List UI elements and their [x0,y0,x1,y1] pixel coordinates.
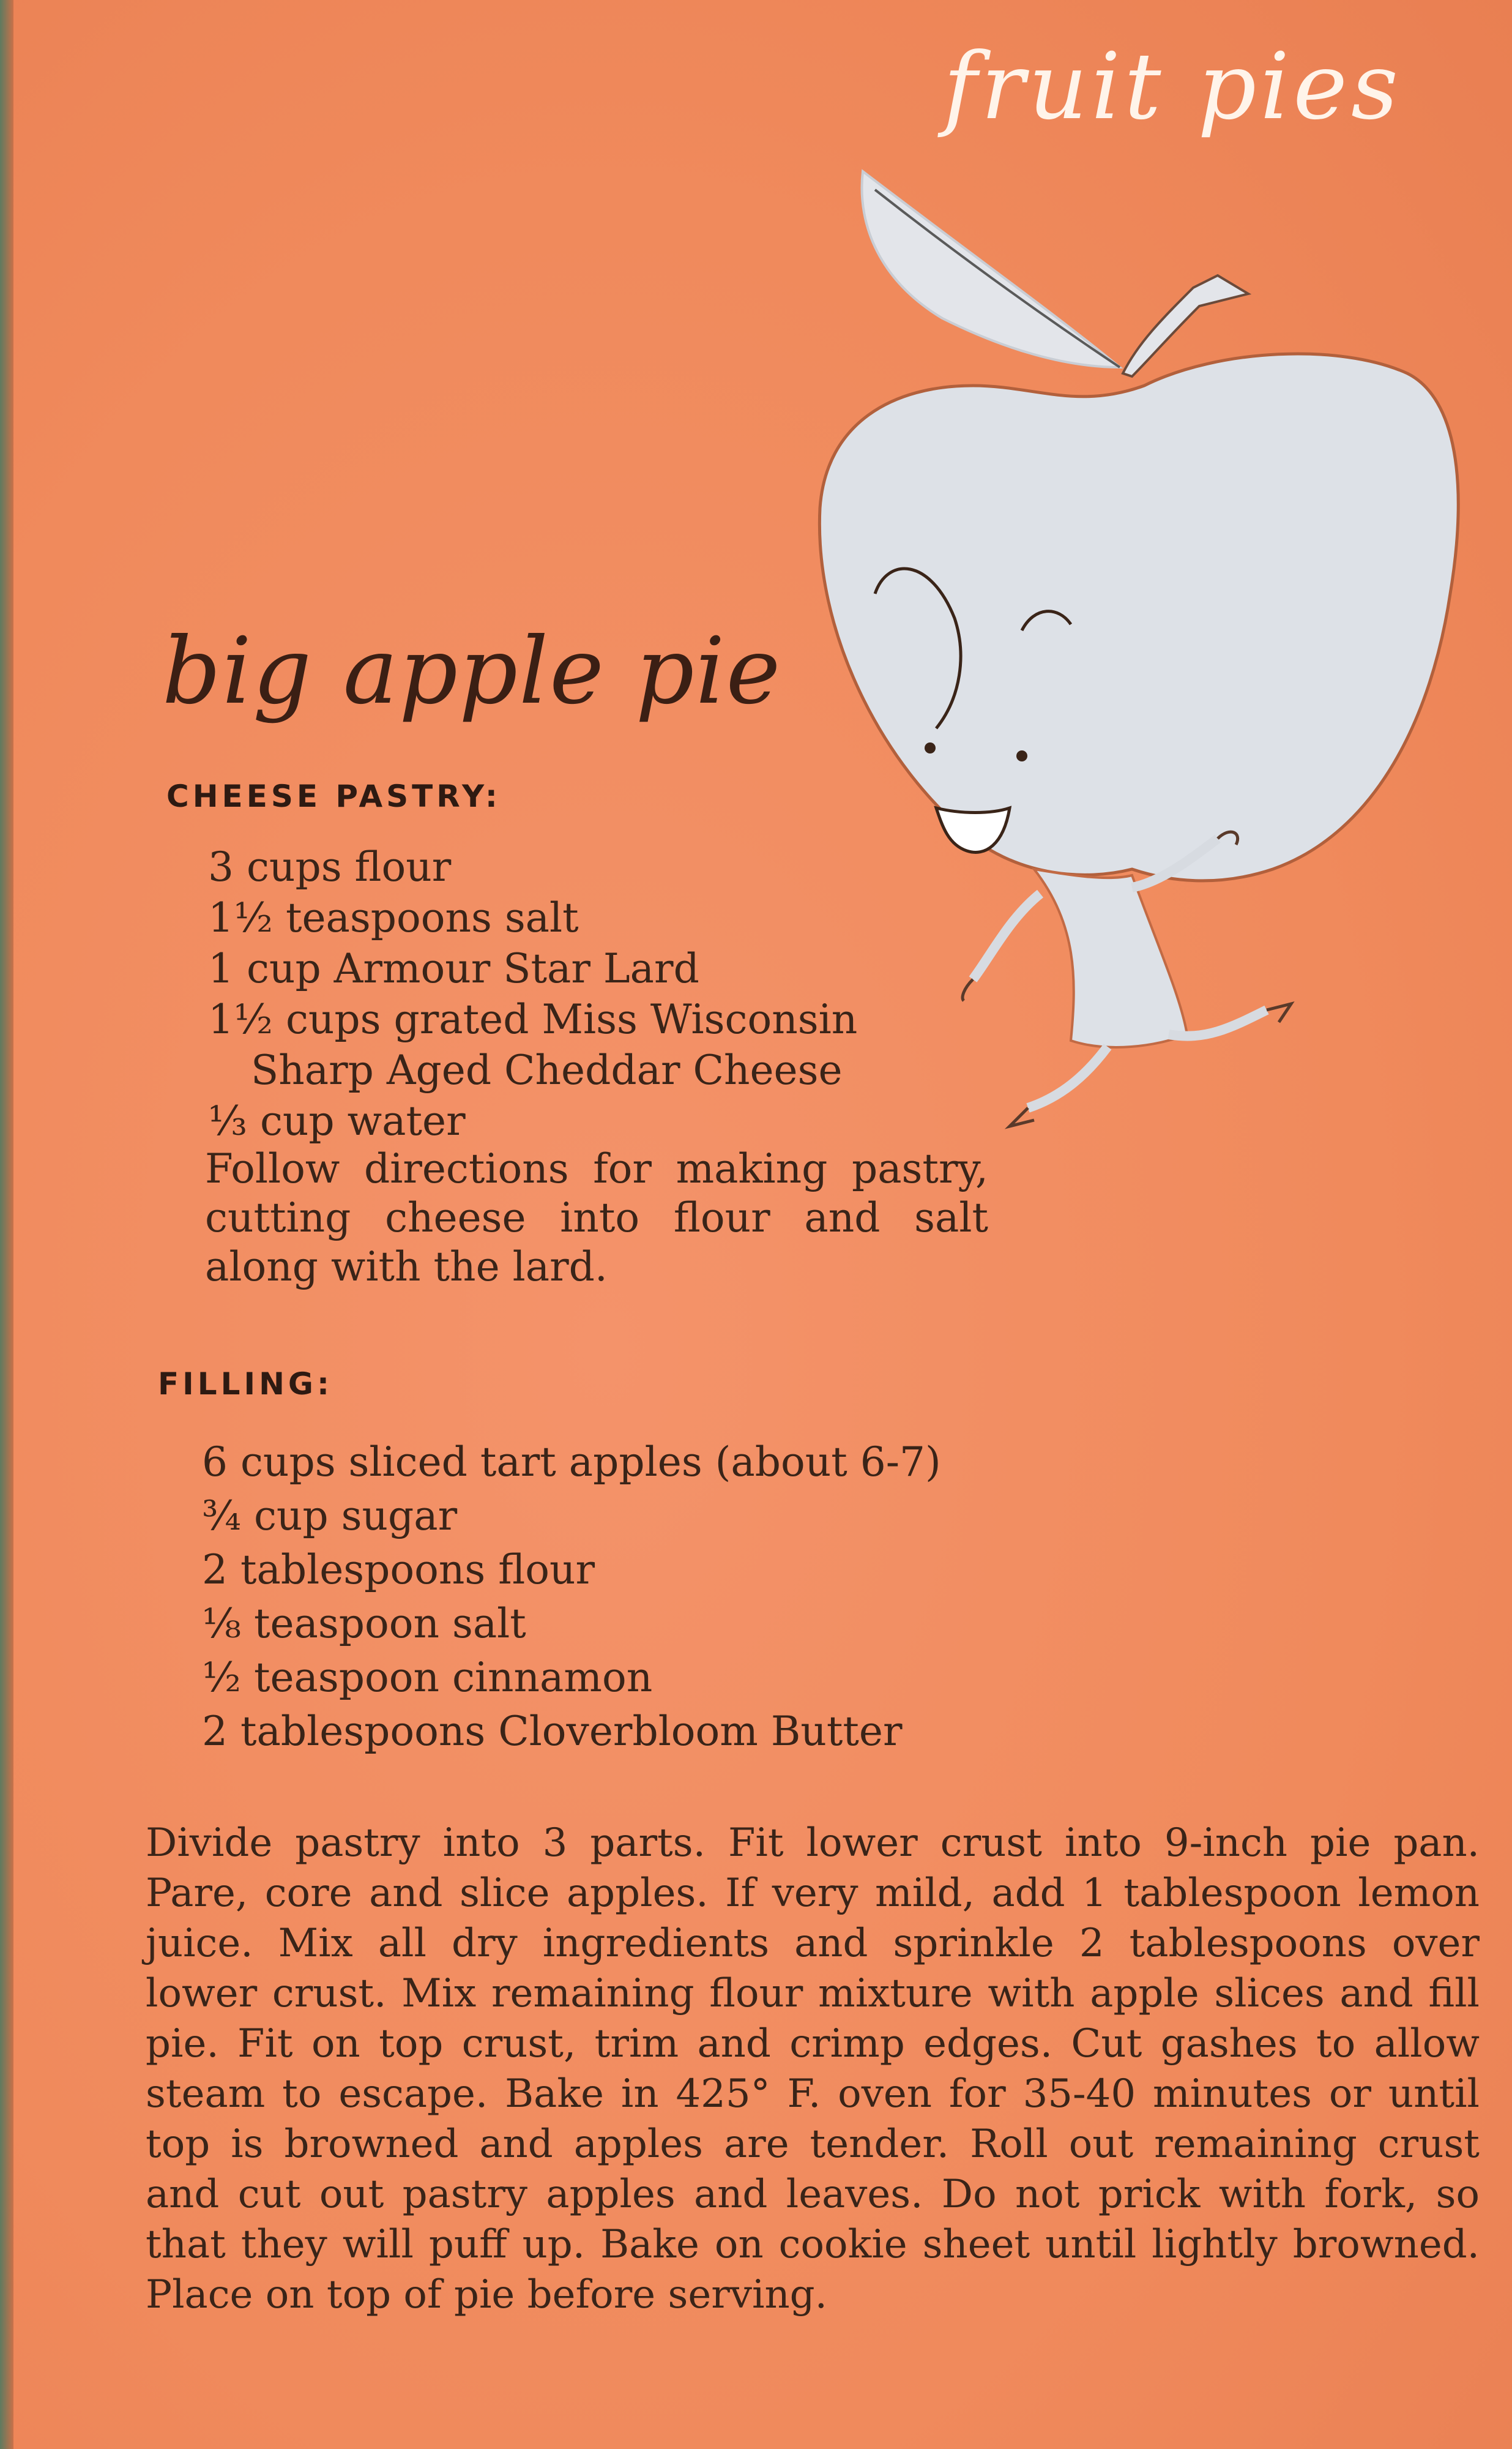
ingredient-item: 2 tablespoons flour [202,1546,595,1593]
ingredient-item: Sharp Aged Cheddar Cheese [251,1047,843,1094]
recipe-title: big apple pie [162,618,782,725]
ingredient-item: 1 cup Armour Star Lard [208,945,699,992]
eye-left [925,742,936,753]
cheese-pastry-list [208,842,857,1146]
eye-right [1016,750,1027,761]
dancing-apple-illustration [789,165,1481,1145]
ingredient-item: 1½ teaspoons salt [208,894,579,941]
ingredient-item: 1½ cups grated Miss Wisconsin [208,996,858,1043]
filling-list [202,1435,941,1759]
cheese-pastry-heading: CHEESE PASTRY: [166,779,501,814]
pastry-note: Follow directions for making pastry, cutting cheese into flour and salt along with the lard. [205,1145,988,1290]
ingredient-item: ⅛ teaspoon salt [202,1600,526,1647]
filling-heading: FILLING: [158,1366,333,1402]
leaf-icon [862,171,1120,367]
section-header: fruit pies [943,34,1402,140]
dress [1034,869,1187,1047]
directions-paragraph: Divide pastry into 3 parts. Fit lower crust into 9-inch pie pan. Pare, core and slice apples. If very mild, add 1 tablespoon lemon juice. Mix all dry ingredients and sprinkle 2 tablespoons over lower crust. Mix remaining flour mixture with apple slices and fill pie. Fit on top crust, trim and crimp edges. Cut gashes to allow steam to escape. Bake in 425° F. oven for 35-40 minutes or until top is browned and apples are tender. Roll out remaining crust and cut out pastry apples and leaves. Do not prick with fork, so that they will puff up. Bake on cookie sheet until lightly browned. Place on top of pie before serving. [146,1820,1480,2317]
ingredient-item: ½ teaspoon cinnamon [202,1654,653,1701]
apple-body [819,354,1458,881]
ingredient-item: 3 cups flour [208,843,452,891]
page-edge [0,0,13,2449]
ingredient-item: 6 cups sliced tart apples (about 6-7) [202,1438,941,1486]
ingredient-item: ¾ cup sugar [202,1492,458,1539]
ingredient-item: ⅓ cup water [208,1097,466,1145]
ingredient-item: 2 tablespoons Cloverbloom Butter [202,1708,903,1755]
